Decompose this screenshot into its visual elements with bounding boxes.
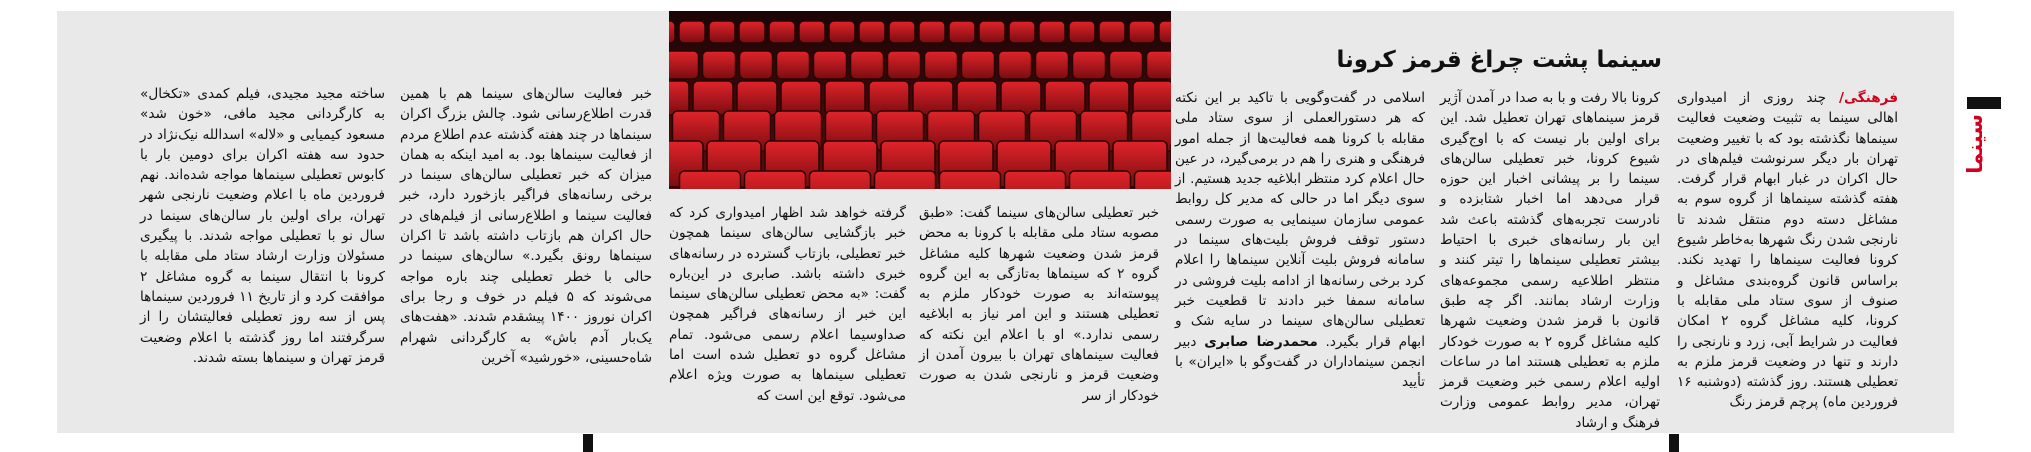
seat bbox=[680, 171, 741, 189]
column-7-text: ساخته مجید مجیدی، فیلم کمدی «تکخال» به کارگردانی مجید مافی، «خون شد» مسعود کیمیایی و «لاله» اسدالله نیک‌نژاد در حدود سه هفته اکران برای دومین بار با کابوس تعطیلی سینماها مواجه شده‌اند. نهم فروردین ماه با اعلام وضعیت نارنجی شهر تهران، برای اولین بار سالن‌های سینما در سال نو با تعطیلی مواجه شدند. با پیگیری مسئولان وزارت ارشاد ستاد ملی مقابله با کرونا با انتقال سینما به گروه مشاغل ۲ موافقت کرد و از تاریخ ۱۱ فروردین سینماها پس از سه روز تعطیلی فعالیتشان را از سرگرفتند اما روز گذشته با اعلام وضعیت قرمز تهران و سینماها بسته شدند. bbox=[140, 86, 385, 366]
seat bbox=[962, 51, 995, 79]
crop-mark-right bbox=[1669, 434, 1679, 452]
column-2 bbox=[1440, 88, 1660, 433]
lead-label: فرهنگی/ bbox=[1839, 90, 1898, 106]
column-3 bbox=[1175, 88, 1425, 392]
seat bbox=[888, 51, 921, 79]
seat bbox=[1110, 51, 1143, 79]
seat bbox=[740, 51, 773, 79]
seat bbox=[1036, 51, 1069, 79]
seat bbox=[940, 171, 1001, 189]
seat bbox=[669, 81, 689, 115]
seat bbox=[957, 81, 997, 115]
seat bbox=[869, 81, 909, 115]
seat bbox=[777, 51, 810, 79]
column-1-text: چند روزی از امیدواری اهالی سینما به تثبیت وضعیت فعالیت سینماها نگذشته بود که با تغییر وضعیت تهران بار دیگر سرنوشت فیلم‌های در حال اکران در غبار ابهام قرار گرفت. هفته گذشته سینماها از گروه سوم به مشاغل دسته دوم منتقل شدند تا نارنجی شدن رنگ شهرها به‌خاطر شیوع کرونا فعالیت سینماها را تهدید نکند. براساس قانون گروه‌بندی مشاغل و صنوف از سوی ستاد ملی مقابله با کرونا، کلیه مشاغل گروه ۲ امکان فعالیت در شرایط آبی، زرد و نارنجی را دارند و تنها در وضعیت قرمز ملزم به تعطیلی هستند. روز گذشته (دوشنبه ۱۶ فروردین ماه) پرچم قرمز رنگ bbox=[1677, 90, 1898, 411]
seat bbox=[810, 171, 871, 189]
seat bbox=[919, 21, 945, 43]
section-tab bbox=[1967, 97, 2001, 109]
seat bbox=[999, 51, 1032, 79]
seat bbox=[679, 21, 705, 43]
crop-mark-left bbox=[583, 434, 593, 452]
seat bbox=[703, 51, 736, 79]
seat bbox=[875, 171, 936, 189]
section-label: سینما bbox=[1963, 114, 1987, 174]
seat bbox=[859, 21, 885, 43]
seat bbox=[889, 21, 915, 43]
seat bbox=[1129, 21, 1155, 43]
seat bbox=[1001, 81, 1041, 115]
seat bbox=[737, 81, 777, 115]
column-4-text: خبر تعطیلی سالن‌های سینما گفت: «طبق مصوبه ستاد ملی مقابله با کرونا به محض قرمز شدن وضعیت شهرها کلیه مشاغل گروه ۲ که سینماها به‌تازگی به این گروه پیوسته‌اند به صورت خودکار ملزم به تعطیلی هستند و این امر نیاز به ابلاغیه رسمی ندارد.» او با اعلام این نکته که فعالیت سینماهای تهران با بیرون آمدن از وضعیت قرمز و نارنجی شدن به صورت خودکار از سر bbox=[919, 205, 1160, 404]
column-6 bbox=[400, 84, 652, 368]
column-3-text: اسلامی در گفت‌وگویی با تاکید بر این نکته که هر دستورالعملی از سوی ستاد ملی مقابله با کرونا همه فعالیت‌ها از جمله امور فرهنگی و هنری را هم در برمی‌گیرد، در عین حال اعلام کرد منتظر ابلاغیه جدید هستیم. از سوی دیگر اما در حالی که مدیر کل روابط عمومی سازمان سینمایی به صورت رسمی دستور توقف فروش بلیت‌های سینما در سامانه فروش بلیت آنلاین سینماها را اعلام کرد برخی رسانه‌ها از ادامه بلیت فروشی در سامانه سمفا خبر دادند تا قطعیت خبر تعطیلی سالن‌های سینما در سایه شک و ابهام قرار بگیرد. bbox=[1175, 90, 1425, 350]
seat bbox=[1133, 81, 1171, 115]
seat bbox=[693, 81, 733, 115]
seat bbox=[1073, 51, 1106, 79]
person-name: محمدرضا صابری bbox=[1204, 333, 1318, 350]
seat bbox=[1089, 81, 1129, 115]
seat bbox=[1005, 171, 1066, 189]
column-1 bbox=[1677, 88, 1898, 413]
seat bbox=[949, 21, 975, 43]
column-7 bbox=[140, 84, 385, 368]
column-2-text: کرونا بالا رفت و با به صدا در آمدن آژیر قرمز سینماهای تهران تعطیل شد. این برای اولین بار نیست که با اوج‌گیری شیوع کرونا، خبر تعطیلی سالن‌های سینما را بر پیشانی اخبار این حوزه قرار می‌دهد اما اخبار شتابزده و نادرست تجربه‌های گذشته باعث شد این بار رسانه‌های خبری با احتیاط بیشتر تعطیلی سینماها را تیتر کنند و منتظر اطلاعیه رسمی مجموعه‌های وزارت ارشاد بمانند. اگر چه طبق قانون با قرمز شدن وضعیت شهرها کلیه مشاغل گروه ۲ به صورت خودکار ملزم به تعطیلی هستند اما در ساعات اولیه اعلام رسمی خبر وضعیت قرمز تهران، مدیر روابط عمومی وزارت فرهنگ و ارشاد bbox=[1440, 90, 1660, 431]
seat bbox=[769, 21, 795, 43]
seat bbox=[814, 51, 847, 79]
seat bbox=[913, 81, 953, 115]
seat bbox=[851, 51, 884, 79]
column-3-tail: دبیر انجمن سینماداران در گفت‌وگو با «ایران» با تأیید bbox=[1175, 333, 1425, 391]
seat bbox=[925, 51, 958, 79]
seat bbox=[1147, 51, 1172, 79]
seat bbox=[1045, 81, 1085, 115]
article-panel bbox=[57, 11, 1987, 433]
column-6-text: خبر فعالیت سالن‌های سینما هم با همین قدرت اطلاع‌رسانی شود. چالش بزرگ اکران سینماها در چند هفته گذشته عدم اطلاع مردم از فعالیت سینماها بود. به امید اینکه به همان میزان که خبر تعطیلی سالن‌های سینما در برخی رسانه‌های فراگیر بازخورد دارد، خبر فعالیت سینما و اطلاع‌رسانی از فیلم‌های در حال اکران هم بازتاب داشته باشد تا اکران سینماها رونق بگیرد.» سالن‌های سینما در حالی با خطر تعطیلی چند باره مواجه می‌شوند که ۵ فیلم در خوف و رجا برای اکران نوروز ۱۴۰۰ پیشقدم شدند. «هفت‌های یک‌بار آدم باش» به کارگردانی شهرام شاه‌حسینی، «خورشید» آخرین bbox=[400, 86, 652, 366]
seat bbox=[1135, 171, 1172, 189]
cinema-seats-photo bbox=[669, 11, 1171, 189]
seat bbox=[669, 21, 675, 43]
seat bbox=[781, 81, 821, 115]
seat bbox=[745, 171, 806, 189]
seat bbox=[979, 21, 1005, 43]
column-4 bbox=[919, 203, 1159, 406]
seat bbox=[1009, 21, 1035, 43]
seat bbox=[799, 21, 825, 43]
seat bbox=[829, 21, 855, 43]
seat bbox=[1159, 21, 1171, 43]
seat bbox=[1070, 171, 1131, 189]
seat bbox=[669, 51, 699, 79]
seat bbox=[825, 81, 865, 115]
seat bbox=[1069, 21, 1095, 43]
seat bbox=[709, 21, 735, 43]
seat bbox=[1099, 21, 1125, 43]
column-5 bbox=[669, 203, 906, 406]
headline: سینما پشت چراغ قرمز کرونا bbox=[1336, 47, 1662, 73]
seat bbox=[1039, 21, 1065, 43]
column-5-text: گرفته خواهد شد اظهار امیدواری کرد که خبر بازگشایی سالن‌های سینما همچون خبر تعطیلی، بازتاب گسترده در رسانه‌های خبری داشته باشد. صابری در این‌باره گفت: «به محض تعطیلی سالن‌های سینما این خبر از رسانه‌های فراگیر همچون صداوسیما اعلام رسمی می‌شود. تمام مشاغل گروه دو تعطیل شده است اما تعطیلی سینماها به صورت ویژه اعلام می‌شود. توقع این است که bbox=[669, 205, 906, 404]
seat bbox=[739, 21, 765, 43]
